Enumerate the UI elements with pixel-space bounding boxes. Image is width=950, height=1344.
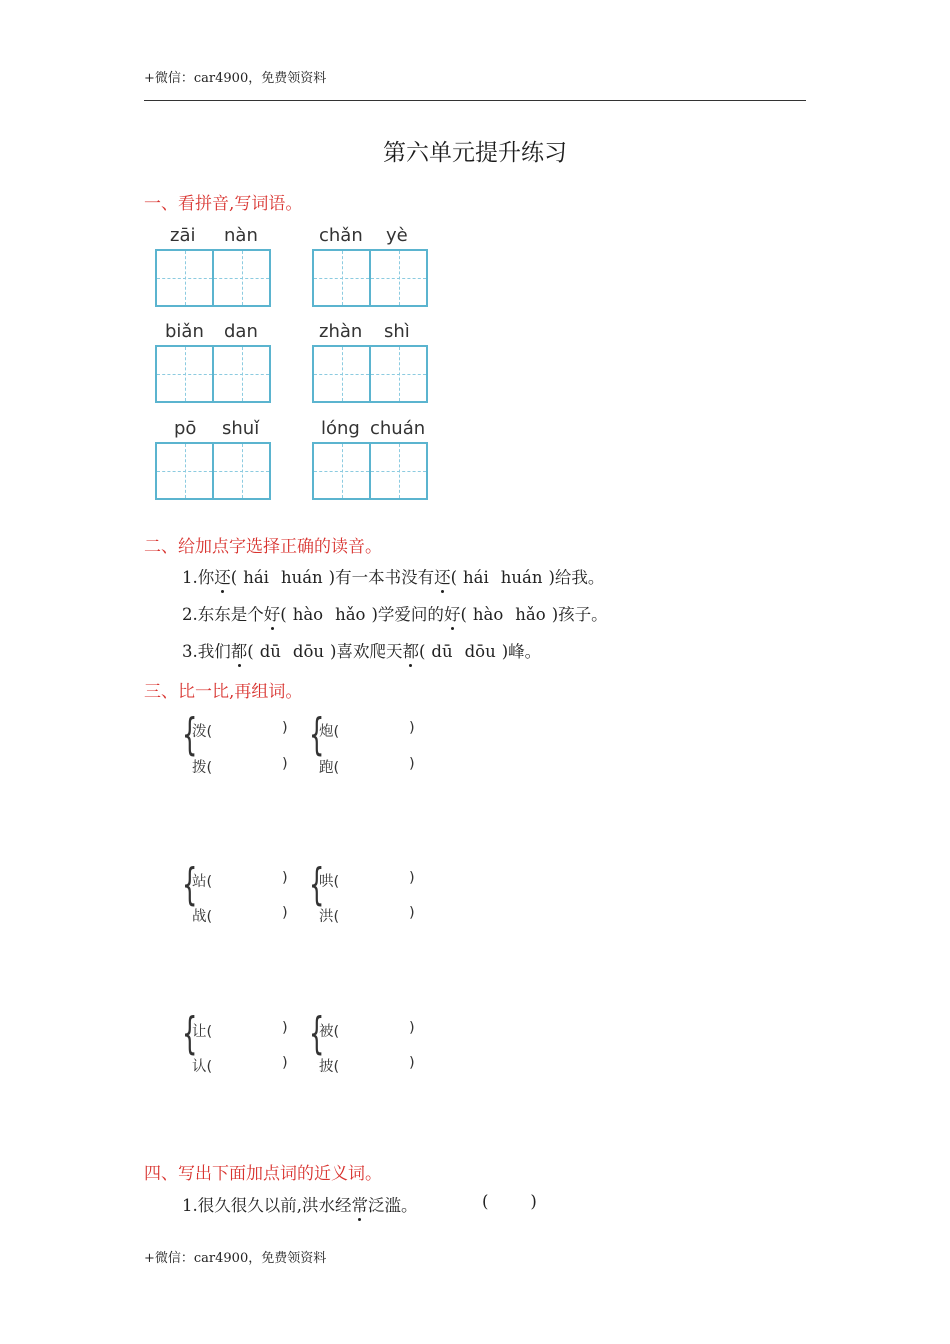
writing-grid[interactable] — [155, 442, 271, 500]
pinyin: yè — [386, 225, 408, 246]
compare-item: 让( ) — [192, 1020, 288, 1040]
writing-grid[interactable] — [155, 345, 271, 403]
compare-item: 跑( ) — [319, 756, 415, 776]
dotted-char: 好 — [264, 601, 281, 625]
brace-icon: { — [309, 1008, 325, 1059]
footer-note: +微信：car4900，免费领资料 — [144, 1251, 327, 1266]
writing-grid[interactable] — [155, 249, 271, 307]
compare-item: 披( ) — [319, 1055, 415, 1075]
pinyin: zāi — [170, 225, 196, 246]
compare-item: 泼( ) — [192, 720, 288, 740]
brace-icon: { — [182, 709, 198, 760]
compare-item: 洪( ) — [319, 905, 415, 925]
question-line: 1.你还( hái huán )有一本书没有还( hái huán )给我。 — [182, 564, 604, 588]
dotted-char: 常 — [352, 1192, 369, 1216]
compare-item: 哄( ) — [319, 870, 415, 890]
pinyin: nàn — [224, 225, 258, 246]
dotted-char: 还 — [214, 564, 231, 588]
dotted-char: 都 — [231, 638, 248, 662]
question-line: 2.东东是个好( hào hǎo )学爱问的好( hào hǎo )孩子。 — [182, 601, 608, 625]
pinyin: biǎn — [165, 321, 204, 342]
pinyin: pō — [174, 418, 197, 439]
pinyin: dan — [224, 321, 258, 342]
section-3-heading: 三、比一比,再组词。 — [144, 682, 303, 702]
dotted-char: 好 — [444, 601, 461, 625]
section-2-heading: 二、给加点字选择正确的读音。 — [144, 537, 382, 557]
pinyin: zhàn — [319, 321, 363, 342]
question-line: 3.我们都( dū dōu )喜欢爬天都( dū dōu )峰。 — [182, 638, 541, 662]
brace-icon: { — [309, 709, 325, 760]
answer-blank[interactable]: ( ) — [482, 1192, 537, 1211]
section-4-heading: 四、写出下面加点词的近义词。 — [144, 1164, 382, 1184]
question-line: 1.很久很久以前,洪水经常泛滥。 — [182, 1192, 418, 1216]
dotted-char: 都 — [402, 638, 419, 662]
writing-grid[interactable] — [312, 442, 428, 500]
pinyin: lóng — [321, 418, 360, 439]
writing-grid[interactable] — [312, 249, 428, 307]
section-1-heading: 一、看拼音,写词语。 — [144, 194, 303, 214]
compare-item: 战( ) — [192, 905, 288, 925]
header-divider — [144, 100, 806, 101]
compare-item: 拨( ) — [192, 756, 288, 776]
compare-item: 被( ) — [319, 1020, 415, 1040]
pinyin: shì — [384, 321, 410, 342]
pinyin: shuǐ — [222, 418, 260, 439]
pinyin: chǎn — [319, 225, 363, 246]
brace-icon: { — [182, 859, 198, 910]
compare-item: 站( ) — [192, 870, 288, 890]
writing-grid[interactable] — [312, 345, 428, 403]
pinyin: chuán — [370, 418, 426, 439]
header-note: +微信：car4900，免费领资料 — [144, 71, 327, 86]
brace-icon: { — [309, 859, 325, 910]
page-title: 第六单元提升练习 — [383, 140, 567, 166]
compare-item: 认( ) — [192, 1055, 288, 1075]
dotted-char: 还 — [434, 564, 451, 588]
brace-icon: { — [182, 1008, 198, 1059]
compare-item: 炮( ) — [319, 720, 415, 740]
